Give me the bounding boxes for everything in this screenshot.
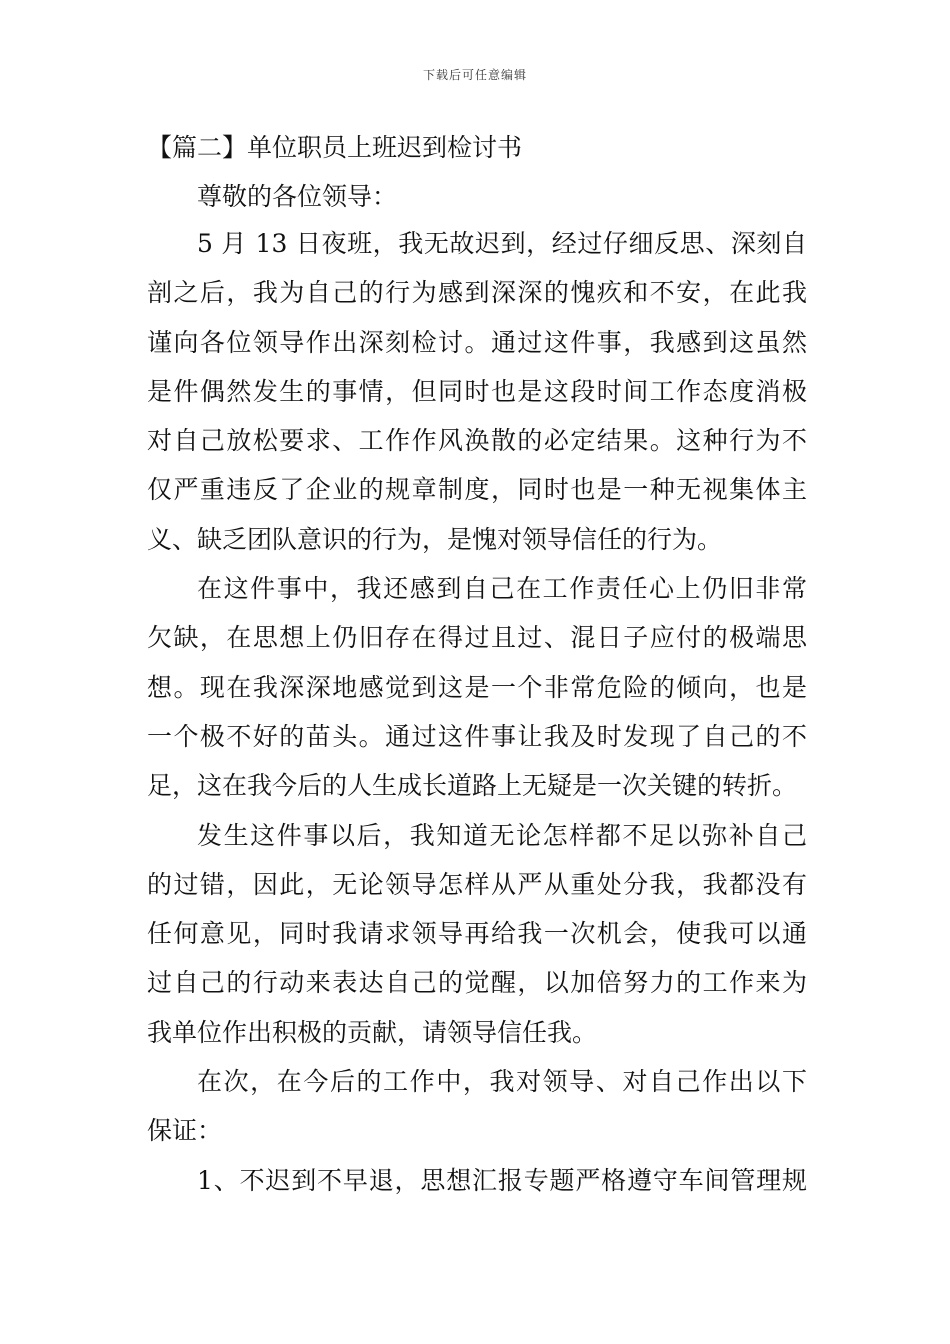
text-line: 仅严重违反了企业的规章制度，同时也是一种无视集体主	[147, 475, 807, 505]
paragraph-2	[147, 564, 807, 810]
text-line: 1、不迟到不早退，思想汇报专题严格遵守车间管理规	[197, 1165, 807, 1195]
text-line: 谨向各位领导作出深刻检讨。通过这件事，我感到这虽然	[147, 327, 807, 357]
text-line: 剖之后，我为自己的行为感到深深的愧疚和不安，在此我	[147, 278, 807, 308]
greeting: 尊敬的各位领导：	[197, 182, 398, 211]
text-line: 在次，在今后的工作中，我对领导、对自己作出以下	[197, 1067, 807, 1097]
text-line: 足，这在我今后的人生成长道路上无疑是一次关键的转折。	[147, 771, 798, 801]
text-line: 发生这件事以后，我知道无论怎样都不足以弥补自己	[197, 820, 807, 850]
text-line: 任何意见，同时我请求领导再给我一次机会，使我可以通	[147, 919, 807, 949]
text-line: 在这件事中，我还感到自己在工作责任心上仍旧非常	[197, 574, 807, 604]
document-title: 【篇二】单位职员上班迟到检讨书	[147, 133, 523, 162]
header-note: 下载后可任意编辑	[422, 68, 527, 82]
paragraph-5	[147, 1156, 807, 1205]
document-body	[147, 219, 807, 1205]
text-line: 的过错，因此，无论领导怎样从严从重处分我，我都没有	[147, 869, 807, 899]
text-line: 一个极不好的苗头。通过这件事让我及时发现了自己的不	[147, 721, 807, 751]
text-line: 5 月 13 日夜班，我无故迟到，经过仔细反思、深刻自	[197, 229, 807, 258]
text-line: 义、缺乏团队意识的行为，是愧对领导信任的行为。	[147, 524, 723, 554]
text-line: 过自己的行动来表达自己的觉醒，以加倍努力的工作来为	[147, 968, 807, 998]
text-line: 是件偶然发生的事情，但同时也是这段时间工作态度消极	[147, 376, 807, 406]
paragraph-1	[147, 219, 807, 564]
paragraph-3	[147, 811, 807, 1057]
text-line: 我单位作出积极的贡献，请领导信任我。	[147, 1017, 598, 1047]
text-line: 保证：	[147, 1116, 223, 1146]
paragraph-4	[147, 1057, 807, 1156]
text-line: 对自己放松要求、工作作风涣散的必定结果。这种行为不	[147, 426, 807, 456]
text-line: 欠缺，在思想上仍旧存在得过且过、混日子应付的极端思	[147, 623, 807, 653]
text-line: 想。现在我深深地感觉到这是一个非常危险的倾向，也是	[147, 672, 807, 702]
